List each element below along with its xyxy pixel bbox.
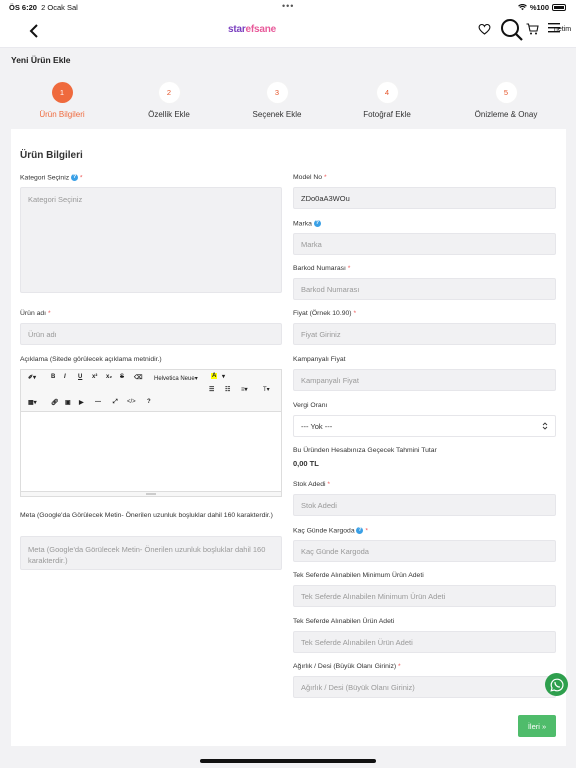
color-dropdown-icon[interactable]: ▾ xyxy=(222,374,226,380)
status-bar xyxy=(0,0,576,14)
max-qty-label: Tek Seferde Alınabilen Ürün Adeti xyxy=(293,618,395,625)
help-icon[interactable]: ? xyxy=(358,527,362,533)
tax-select[interactable] xyxy=(293,415,556,437)
top-nav xyxy=(0,14,576,48)
step-3[interactable] xyxy=(227,74,327,119)
battery-icon xyxy=(552,4,566,11)
step-label: Fotoğraf Ekle xyxy=(363,110,411,119)
category-label: Kategori Seçiniz ? * xyxy=(20,174,83,182)
min-qty-input[interactable]: Tek Seferde Alınabilen Minimum Ürün Adeti xyxy=(293,585,556,607)
cart-icon[interactable] xyxy=(526,23,539,35)
description-label: Açıklama (Sitede görülecek açıklama metnidir.) xyxy=(20,356,162,363)
heart-icon[interactable] xyxy=(478,23,491,35)
superscript-icon[interactable]: x² xyxy=(92,374,98,380)
step-number: 3 xyxy=(267,82,288,103)
multitask-dots-icon[interactable]: ••• xyxy=(282,1,295,11)
step-label: Özellik Ekle xyxy=(148,110,190,119)
select-chevron-icon xyxy=(542,422,548,430)
step-number: 2 xyxy=(159,82,180,103)
highlight-icon[interactable]: A xyxy=(212,373,217,379)
weight-input[interactable]: Ağırlık / Desi (Büyük Olanı Giriniz) xyxy=(293,676,556,698)
line-height-icon[interactable]: T▾ xyxy=(263,387,270,393)
product-name-label: Ürün adı * xyxy=(20,310,51,317)
font-select[interactable]: Helvetica Neue▾ xyxy=(154,376,198,382)
description-editor[interactable] xyxy=(20,369,282,497)
step-label: Önizleme & Onay xyxy=(474,110,538,119)
subscript-icon[interactable]: x₂ xyxy=(106,374,113,380)
step-wizard xyxy=(11,74,566,129)
help-icon[interactable]: ? xyxy=(72,174,77,180)
estimated-value: 0,00 TL xyxy=(293,459,319,468)
meta-label: Meta (Google'da Görülecek Metin- Önerilen uzunluk boşluklar dahil 160 karakterdir.) xyxy=(20,512,273,519)
help-editor-icon[interactable]: ? xyxy=(147,399,151,405)
model-no-input[interactable]: ZDo0aA3WOu xyxy=(293,187,556,209)
stock-label: Stok Adedi * xyxy=(293,481,331,488)
form-title: Ürün Bilgileri xyxy=(20,150,83,161)
price-input[interactable]: Fiyat Giriniz xyxy=(293,323,556,345)
style-icon[interactable]: ✐▾ xyxy=(28,375,37,381)
campaign-price-label: Kampanyalı Fiyat xyxy=(293,356,346,363)
search-icon[interactable] xyxy=(500,18,524,42)
video-icon[interactable]: ▶ xyxy=(79,400,84,406)
next-button[interactable]: İleri » xyxy=(518,715,556,737)
link-icon[interactable]: 🔗︎ xyxy=(51,400,59,406)
step-2[interactable] xyxy=(119,74,219,119)
table-icon[interactable]: ▦▾ xyxy=(28,400,37,406)
hr-icon[interactable]: — xyxy=(95,399,101,405)
product-name-input[interactable]: Ürün adı xyxy=(20,323,282,345)
cargo-days-input[interactable]: Kaç Günde Kargoda xyxy=(293,540,556,562)
site-logo[interactable]: starefsane xyxy=(228,24,277,35)
whatsapp-icon xyxy=(550,678,564,692)
step-1[interactable] xyxy=(12,74,112,119)
bold-icon[interactable]: B xyxy=(51,374,56,380)
underline-icon[interactable]: U xyxy=(78,374,83,380)
weight-label: Ağırlık / Desi (Büyük Olanı Giriniz) * xyxy=(293,663,401,670)
category-select[interactable]: Kategori Seçiniz xyxy=(20,187,282,293)
step-number: 4 xyxy=(377,82,398,103)
home-indicator[interactable] xyxy=(200,759,376,763)
brand-label: Marka ? xyxy=(293,220,319,228)
editor-resize-handle[interactable] xyxy=(21,491,281,496)
wifi-icon xyxy=(518,4,527,11)
stock-input[interactable]: Stok Adedi xyxy=(293,494,556,516)
model-no-label: Model No * xyxy=(293,174,327,181)
step-5[interactable] xyxy=(456,74,556,119)
fullscreen-icon[interactable]: ⤢ xyxy=(113,399,118,405)
italic-icon[interactable]: I xyxy=(64,374,66,380)
tax-label: Vergi Oranı xyxy=(293,402,328,409)
strikethrough-icon[interactable]: S xyxy=(120,374,125,380)
step-label: Seçenek Ekle xyxy=(252,110,302,119)
status-time: ÖS 6:20 2 Ocak Sal xyxy=(9,3,78,12)
campaign-price-input[interactable]: Kampanyalı Fiyat xyxy=(293,369,556,391)
eraser-icon[interactable]: ⌫ xyxy=(134,375,143,381)
battery-percent: %100 xyxy=(529,3,549,12)
max-qty-input[interactable]: Tek Seferde Alınabilen Ürün Adeti xyxy=(293,631,556,653)
brand-input[interactable]: Marka xyxy=(293,233,556,255)
product-form-card xyxy=(11,129,566,746)
help-icon[interactable]: ? xyxy=(315,220,319,226)
barcode-input[interactable]: Barkod Numarası xyxy=(293,278,556,300)
back-arrow-icon[interactable] xyxy=(28,23,40,39)
min-qty-label: Tek Seferde Alınabilen Minimum Ürün Adeti xyxy=(293,572,424,579)
unordered-list-icon[interactable]: ☰ xyxy=(209,387,215,393)
estimated-label: Bu Üründen Hesabınıza Geçecek Tahmini Tutar xyxy=(293,447,437,454)
cargo-days-label: Kaç Günde Kargoda ? * xyxy=(293,527,369,535)
step-number: 5 xyxy=(496,82,517,103)
step-label: Ürün Bilgileri xyxy=(39,110,85,119)
ordered-list-icon[interactable]: ☷ xyxy=(225,387,231,393)
meta-input[interactable]: Meta (Google'da Görülecek Metin- Önerilen uzunluk boşluklar dahil 160 karakterdir.) xyxy=(20,536,282,570)
whatsapp-button[interactable] xyxy=(545,673,568,696)
status-right xyxy=(518,3,566,12)
image-icon[interactable]: ▣ xyxy=(65,400,71,406)
barcode-label: Barkod Numarası * xyxy=(293,265,351,272)
menu-label[interactable]: netim xyxy=(554,26,572,33)
step-number: 1 xyxy=(52,82,73,103)
price-label: Fiyat (Örnek 10.90) * xyxy=(293,310,357,317)
page-title: Yeni Ürün Ekle xyxy=(11,55,71,65)
tax-select-value: --- Yok --- xyxy=(301,421,333,431)
editor-toolbar xyxy=(21,370,281,412)
code-view-icon[interactable]: </> xyxy=(127,399,136,405)
align-icon[interactable]: ≡▾ xyxy=(241,387,248,393)
step-4[interactable] xyxy=(337,74,437,119)
